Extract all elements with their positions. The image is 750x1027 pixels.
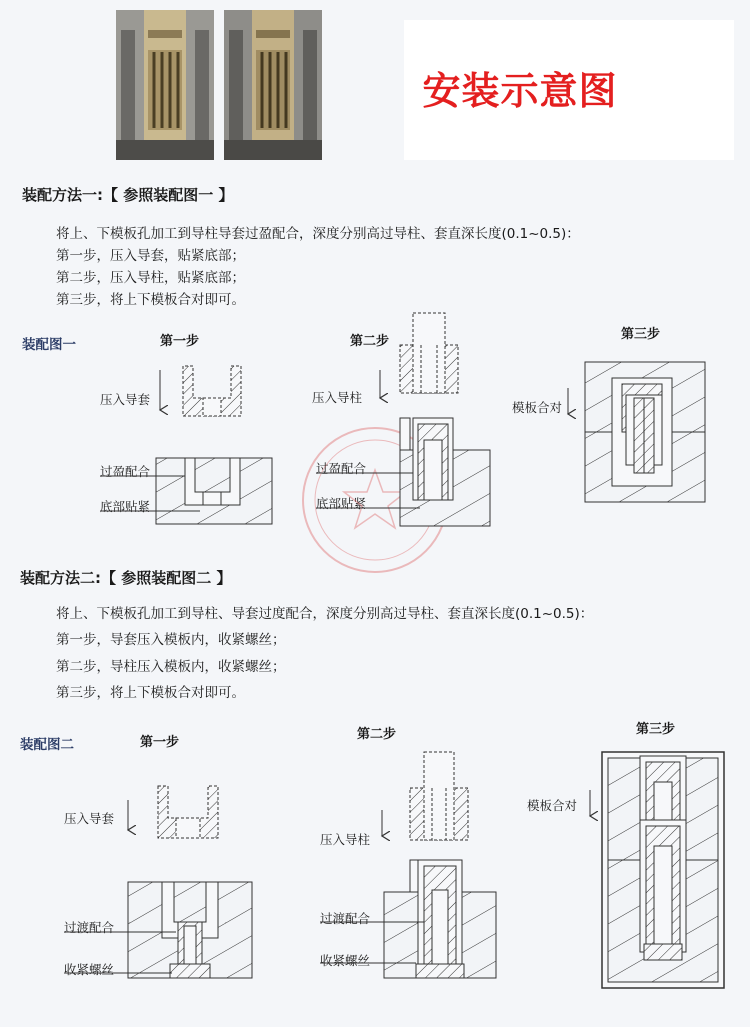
- fig2-step3-assembly: [590, 752, 724, 988]
- page-title: 安装示意图: [422, 69, 618, 113]
- fig1-step1-sleeve: [160, 366, 241, 416]
- figure1-label-press-sleeve: 压入导套: [100, 392, 151, 407]
- figure1-label-close-plates: 模板合对: [512, 400, 563, 415]
- figure1-label-interference-a: 过盈配合: [100, 464, 151, 479]
- method2-heading: 装配方法二:【 参照装配图二 】: [20, 569, 232, 587]
- method2-line-3: 第二步，导柱压入模板内，收紧螺丝；: [56, 659, 286, 675]
- figure2-tag: 装配图二: [20, 737, 74, 753]
- figure1-tag: 装配图一: [22, 337, 76, 353]
- fig1-step1-plate: [100, 458, 272, 524]
- figure1-step1-title: 第一步: [160, 334, 200, 349]
- method1-heading: 装配方法一:【 参照装配图一 】: [22, 186, 234, 204]
- figure2-step2-title: 第二步: [357, 727, 397, 742]
- method2-line-1: 将上、下模板孔加工到导柱、导套过度配合，深度分别高过导柱、套直深长度(0.1~0.5)：: [56, 606, 594, 622]
- fig1-step3-assembly: [568, 362, 705, 502]
- fig2-step2-pillar: [382, 752, 468, 840]
- figure2-step1-title: 第一步: [140, 735, 180, 750]
- figure2-label-screw-a: 收紧螺丝: [64, 962, 115, 977]
- fig2-step1-plate: [64, 882, 252, 978]
- figure1-label-bottom-a: 底部贴紧: [100, 499, 151, 514]
- figure2-label-transition-b: 过渡配合: [320, 911, 371, 926]
- method2-line-4: 第三步，将上下模板合对即可。: [56, 685, 245, 701]
- fig1-step2-pillar: [380, 313, 458, 398]
- figure2-step3-title: 第三步: [636, 722, 676, 737]
- figure2-label-press-pillar: 压入导柱: [320, 832, 371, 847]
- method1-line-3: 第二步，压入导柱，贴紧底部；: [56, 270, 245, 286]
- method1-line-2: 第一步，压入导套，贴紧底部；: [56, 248, 245, 264]
- fig2-step1-sleeve: [128, 786, 218, 838]
- figure1-label-interference-b: 过盈配合: [316, 461, 367, 476]
- figure2-label-transition-a: 过渡配合: [64, 920, 115, 935]
- figure1-step3-title: 第三步: [621, 327, 661, 342]
- method2-line-2: 第一步，导套压入模板内，收紧螺丝；: [56, 632, 286, 648]
- figure1-step2-title: 第二步: [350, 334, 390, 349]
- figure2-label-press-sleeve: 压入导套: [64, 811, 115, 826]
- figure1-label-press-pillar: 压入导柱: [312, 390, 363, 405]
- figure2-label-screw-b: 收紧螺丝: [320, 953, 371, 968]
- figure2-label-close-plates: 模板合对: [527, 798, 578, 813]
- fig2-step2-plate: [320, 860, 496, 978]
- figure1-label-bottom-b: 底部贴紧: [316, 496, 367, 511]
- method1-line-1: 将上、下模板孔加工到导柱导套过盈配合，深度分别高过导柱、套直深长度(0.1~0.5)：: [56, 226, 580, 242]
- fig1-step2-plate: [316, 418, 490, 526]
- method1-line-4: 第三步，将上下模板合对即可。: [56, 292, 245, 308]
